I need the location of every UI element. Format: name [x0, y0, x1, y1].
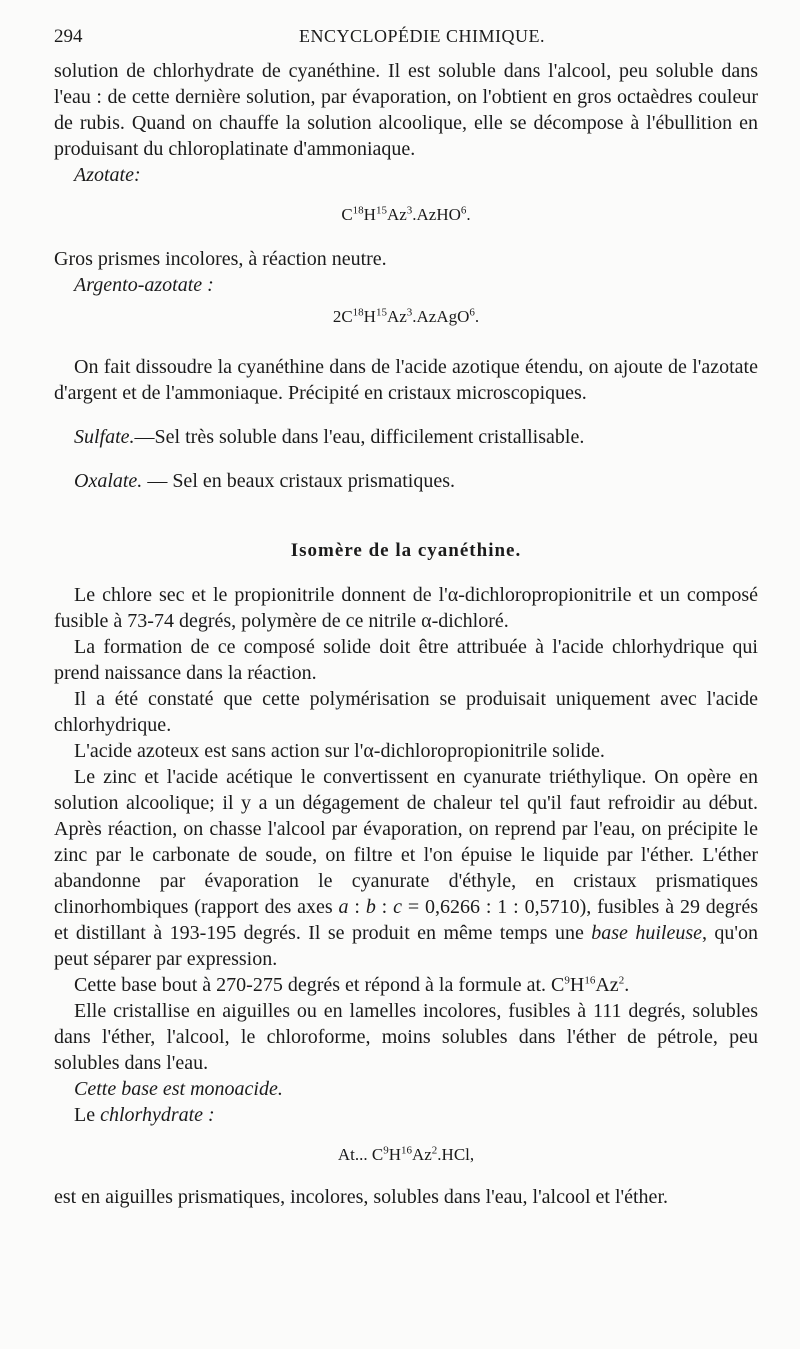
- section-paragraph-10: est en aiguilles prismatiques, incolores, solubles dans l'eau, l'alcool et l'éther.: [54, 1186, 668, 1208]
- section-title: Isomère de la cyanéthine.: [290, 540, 522, 561]
- section-paragraph-6: Cette base bout à 270-275 degrés et répond à la formule at. $C^9H^{16}Az^2$.: [74, 974, 630, 996]
- page-number: 294: [54, 26, 83, 47]
- section-paragraph-1: Le chlore sec et le propionitrile donnent de l'α-dichloropropionitrile et un composé fusible à 73-74 degrés, polymère de ce nitrile α-dichloré.: [54, 584, 758, 632]
- page-header: [54, 26, 760, 54]
- oxalate-text: — Sel en beaux cristaux prismatiques.: [142, 470, 456, 492]
- section-paragraph-3: Il a été constaté que cette polymérisation se produisait uniquement avec l'acide chlorhydrique.: [54, 688, 758, 736]
- azotate-description: Gros prismes incolores, à réaction neutre.: [54, 248, 387, 270]
- section-paragraph-7: Elle cristallise en aiguilles ou en lamelles incolores, fusibles à 111 degrés, solubles dans l'éther, l'alcool, le chloroforme, moins solubles dans l'éther de pétrole, peu solubles dans l'eau.: [54, 1000, 758, 1074]
- chlorhydrate-formula: At... $C^9H^{16}Az^2.HCl$,: [337, 1144, 475, 1164]
- oxalate-paragraph: [54, 468, 758, 494]
- section-paragraph-5: Le zinc et l'acide acétique le convertissent en cyanurate triéthylique. On opère en solution alcoolique; il y a un dégagement de chaleur tel qu'il faut refroidir au début. Après réaction, on chasse l'alcool par évaporation, on reprend par l'eau, on précipite le zinc par le carbonate de soude, on filtre et l'on épuise le liquide par l'éther. L'éther abandonne par évaporation le cyanurate d'éthyle, en cristaux prismatiques clinorhombiques (rapport des axes a : b : c = 0,6266 : 1 : 0,5710), fusibles à 29 degrés et distillant à 193-195 degrés. Il se produit en même temps une base huileuse, qu'on peut séparer par expression.: [54, 766, 759, 970]
- sulfate-paragraph: [54, 424, 758, 450]
- running-title: ENCYCLOPÉDIE CHIMIQUE.: [299, 26, 545, 46]
- monoacide-sentence: Cette base est monoacide.: [74, 1078, 283, 1100]
- oxalate-label: Oxalate.: [74, 470, 143, 492]
- argento-azotate-description: On fait dissoudre la cyanéthine dans de l'acide azotique étendu, on ajoute de l'azotate d'argent et de l'ammoniaque. Précipité en cristaux microscopiques.: [54, 356, 758, 404]
- section-paragraph-8: [54, 1076, 758, 1102]
- section-paragraph-2: La formation de ce composé solide doit être attribuée à l'acide chlorhydrique qui prend naissance dans la réaction.: [54, 636, 758, 684]
- chlorhydrate-prefix: Le: [74, 1104, 101, 1126]
- intro-paragraph: solution de chlorhydrate de cyanéthine. Il est soluble dans l'alcool, peu soluble dans l'eau : de cette dernière solution, par évaporation, on l'obtient en gros octaèdres couleur de rubis. Quand on chauffe la solution alcoolique, elle se décompose à l'ébullition en produisant du chloroplatinate d'ammoniaque.: [54, 60, 758, 160]
- azotate-formula: $C^{18}H^{15}Az^3.AzHO^6$.: [341, 204, 471, 224]
- section-paragraph-4: L'acide azoteux est sans action sur l'α-dichloropropionitrile solide.: [74, 740, 605, 762]
- argento-azotate-label: Argento-azotate :: [74, 274, 214, 296]
- page-body: [54, 58, 758, 1210]
- azotate-label: Azotate:: [74, 164, 141, 186]
- sulfate-label: Sulfate.: [74, 426, 135, 448]
- chlorhydrate-label: chlorhydrate :: [100, 1104, 215, 1126]
- sulfate-text: —Sel très soluble dans l'eau, difficilement cristallisable.: [134, 426, 585, 448]
- argento-azotate-formula: $2C^{18}H^{15}Az^3.AzAgO^6$.: [332, 306, 480, 326]
- section-paragraph-9: [54, 1102, 758, 1128]
